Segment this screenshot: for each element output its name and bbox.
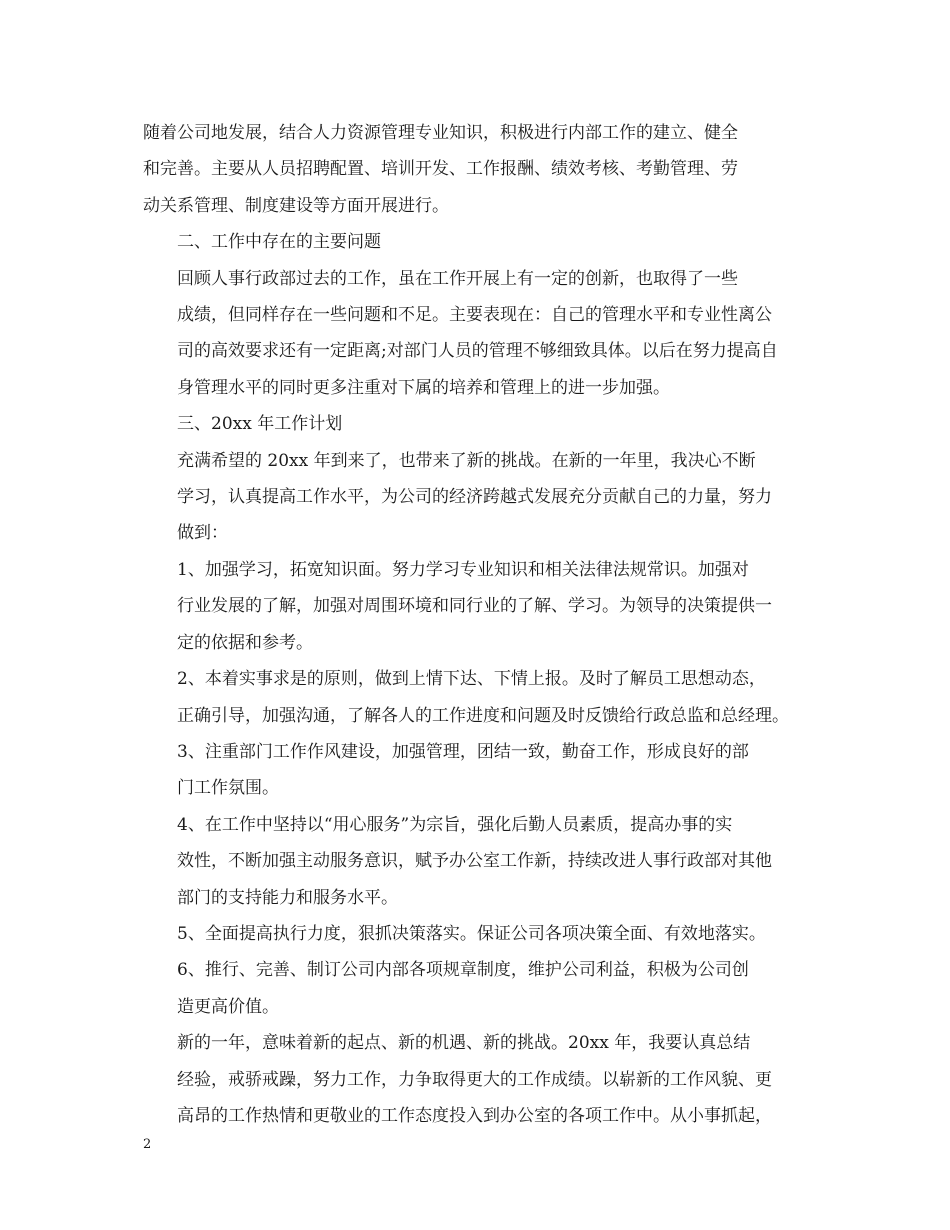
paragraph (143, 406, 823, 442)
paragraph (143, 1025, 823, 1134)
paragraph (143, 224, 823, 260)
paragraph (143, 261, 823, 407)
page-number: 2 (143, 1137, 152, 1152)
text-line: 回顾人事行政部过去的工作，虽在工作开展上有一定的创新，也取得了一些 (177, 268, 738, 289)
text-line: 门工作氛围。 (177, 778, 279, 799)
text-line: 造更高价值。 (177, 996, 279, 1017)
text-line: 随着公司地发展，结合人力资源管理专业知识，积极进行内部工作的建立、健全 (143, 123, 738, 143)
text-line: 做到： (177, 523, 228, 544)
paragraph (143, 916, 823, 952)
paragraph (143, 115, 823, 224)
text-line: 司的高效要求还有一定距离;对部门人员的管理不够细致具体。以后在努力提高自 (177, 341, 778, 362)
text-line: 5、全面提高执行力度，狠抓决策落实。保证公司各项决策全面、有效地落实。 (177, 923, 766, 944)
paragraph (143, 443, 823, 552)
text-line: 行业发展的了解，加强对周围环境和同行业的了解、学习。为领导的决策提供一 (177, 596, 772, 617)
text-line: 经验，戒骄戒躁，努力工作，力争取得更大的工作成绩。以崭新的工作风貌、更 (177, 1069, 772, 1090)
text-line: 2、本着实事求是的原则，做到上情下达、下情上报。及时了解员工思想动态， (177, 669, 766, 690)
paragraph (143, 807, 823, 916)
paragraph (143, 952, 823, 1025)
document-body (143, 115, 823, 1134)
text-line: 动关系管理、制度建设等方面开展进行。 (143, 195, 449, 216)
text-line: 和完善。主要从人员招聘配置、培训开发、工作报酬、绩效考核、考勤管理、劳 (143, 159, 738, 180)
text-line: 成绩，但同样存在一些问题和不足。主要表现在：自己的管理水平和专业性离公 (177, 305, 772, 326)
text-line: 高昂的工作热情和更敬业的工作态度投入到办公室的各项工作中。从小事抓起， (177, 1105, 772, 1126)
text-line: 正确引导，加强沟通，了解各人的工作进度和问题及时反馈给行政总监和总经理。 (177, 705, 789, 726)
paragraph (143, 552, 823, 661)
text-line: 身管理水平的同时更多注重对下属的培养和管理上的进一步加强。 (177, 377, 670, 398)
text-line: 定的依据和参考。 (177, 632, 313, 653)
text-line: 6、推行、完善、制订公司内部各项规章制度，维护公司利益，积极为公司创 (177, 960, 749, 981)
text-line: 效性，不断加强主动服务意识，赋予办公室工作新，持续改进人事行政部对其他 (177, 851, 772, 872)
text-line: 学习，认真提高工作水平，为公司的经济跨越式发展充分贡献自己的力量，努力 (177, 487, 772, 508)
text-line: 新的一年，意味着新的起点、新的机遇、新的挑战。20xx 年，我要认真总结 (177, 1033, 751, 1054)
text-line: 4、在工作中坚持以“用心服务”为宗旨，强化后勤人员素质，提高办事的实 (177, 814, 733, 835)
text-line: 1、加强学习，拓宽知识面。努力学习专业知识和相关法律法规常识。加强对 (177, 559, 749, 580)
paragraph (143, 734, 823, 807)
text-line: 二、工作中存在的主要问题 (177, 232, 381, 253)
text-line: 三、20xx 年工作计划 (177, 414, 343, 435)
text-line: 充满希望的 20xx 年到来了，也带来了新的挑战。在新的一年里，我决心不断 (177, 450, 756, 471)
text-line: 3、注重部门工作作风建设，加强管理，团结一致，勤奋工作，形成良好的部 (177, 741, 749, 762)
paragraph (143, 661, 823, 734)
text-line: 部门的支持能力和服务水平。 (177, 887, 398, 908)
